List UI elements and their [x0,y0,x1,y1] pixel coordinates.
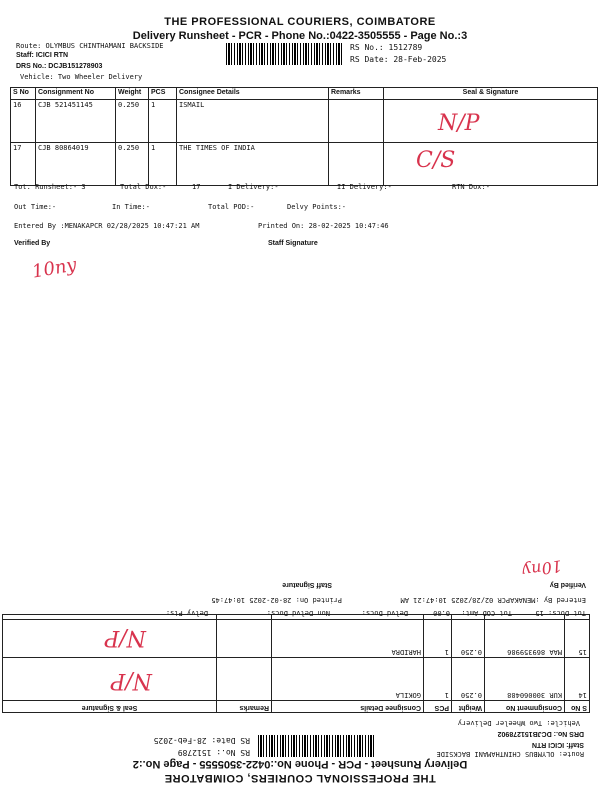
total-dox-label: Total Dox:- [120,183,167,191]
staff-signature-label: Staff Signature [282,581,332,588]
staff-signature-label: Staff Signature [268,240,318,247]
entered-by: Entered By :MENAKAPCR 02/28/2025 10:47:21 AM [14,222,200,230]
delvy-points: Delvy Points:- [287,203,347,211]
tot-runsheet: Tot. Runsheet:- 3 [14,183,86,191]
delvd-docs: Delvd Docs: [361,609,408,617]
verified-by-label: Verified By [14,240,51,247]
handwritten-signature: N/P [104,625,146,650]
cell-consignee: HARIDRA [272,615,424,658]
cell-consignee: GOKILA [272,658,424,701]
ii-delivery: II Delivery:- [337,183,392,191]
company-title: THE PROFESSIONAL COURIERS, COIMBATORE [164,16,436,28]
col-pcs: PCS [149,88,177,100]
rs-number: RS No.: 1512789 [177,748,250,757]
cell-signature [384,143,598,186]
cell-sno: 17 [11,143,36,186]
rs-date: RS Date: 28-Feb-2025 [350,55,447,64]
barcode-icon [258,735,374,757]
delvy-pts: Delvy Pts: [165,609,208,617]
staff-label: Staff: ICICI RTN [16,52,69,59]
cell-sno: 16 [11,100,36,143]
summary-rule [2,619,590,620]
runsheet-page-3 [0,0,600,380]
rs-number: RS No.: 1512789 [350,43,423,52]
table-row [11,100,598,143]
verified-by-label: Verified By [549,581,586,588]
route-label: Route: OLYMBUS CHINTHAMANI BACKSIDE [436,750,584,758]
cell-pcs: 1 [149,143,177,186]
col-remarks: Remarks [329,88,384,100]
tot-cod-label: Tot COD Amt: [461,609,512,617]
table-row [3,658,590,701]
runsheet-page-2 [0,420,600,800]
col-weight: Weight [452,701,485,713]
col-weight: Weight [116,88,149,100]
table-row [11,143,598,186]
cell-consignment: CJB 521451145 [36,100,116,143]
vehicle-label: Vehicle: Two Wheeler Delivery [20,73,143,81]
col-remarks: Remarks [217,701,272,713]
entered-by: Entered By :MENAKAPCR 02/28/2025 10:47:21 AM [400,596,586,604]
col-consignee: Consignee Details [177,88,329,100]
runsheet-subtitle: Delivery Runsheet - PCR - Phone No.:0422-3505555 - Page No.:3 [132,30,468,42]
drs-label: DRS No.: DCJB151278902 [497,730,584,737]
col-consignment: Consignment No [36,88,116,100]
consignment-table [10,87,598,186]
cell-weight: 0.250 [452,615,485,658]
cell-remarks [217,658,272,701]
cell-signature [384,100,598,143]
table-header-row [11,88,598,100]
col-signature: Seal & Signature [3,701,217,713]
handwritten-signature: N/P [438,111,480,136]
rs-date: RS Date: 28-Feb-2025 [153,736,250,745]
cell-consignment: KUR 300060488 [485,658,565,701]
staff-label: Staff: ICICI RTN [531,741,584,748]
cell-signature [3,658,217,701]
drs-label: DRS No.: DCJB151278903 [16,63,103,70]
cell-weight: 0.250 [116,143,149,186]
cell-remarks [329,100,384,143]
cell-pcs: 1 [424,615,452,658]
handwritten-signature: C/S [416,148,456,173]
cell-consignment: MAA 869359986 [485,615,565,658]
i-delivery: I Delivery:- [228,183,279,191]
cell-pcs: 1 [424,658,452,701]
consignment-table [2,614,590,713]
printed-on: Printed On: 28-02-2025 10:47:46 [258,222,389,230]
tot-cod-value: 0.00 [433,609,450,617]
printed-on: Printed On: 28-02-2025 10:47:45 [211,596,342,604]
handwritten-signature: N/P [110,668,152,693]
cell-consignee: ISMAIL [177,100,329,143]
rtn-dox: RTN Dox:- [452,183,490,191]
col-signature: Seal & Signature [384,88,598,100]
cell-remarks [329,143,384,186]
col-pcs: PCS [424,701,452,713]
cell-weight: 0.250 [116,100,149,143]
cell-signature [3,615,217,658]
vehicle-label: Vehicle: Two Wheeler Delivery [457,719,580,727]
col-consignee: Consignee Details [272,701,424,713]
cell-consignee: THE TIMES OF INDIA [177,143,329,186]
route-label: Route: OLYMBUS CHINTHAMANI BACKSIDE [16,42,164,50]
col-sno: S No [565,701,590,713]
table-header-row [3,701,590,713]
cell-weight: 0.250 [452,658,485,701]
barcode-icon [226,43,342,65]
cell-consignment: CJB 80864019 [36,143,116,186]
cell-pcs: 1 [149,100,177,143]
total-dox-value: 17 [192,183,201,191]
runsheet-subtitle: Delivery Runsheet - PCR - Phone No.:0422-3505555 - Page No.:2 [132,758,468,770]
tot-docs: Tot Docs: 15 [535,609,586,617]
col-sno: S No [11,88,36,100]
table-row [3,615,590,658]
cell-remarks [217,615,272,658]
company-title: THE PROFESSIONAL COURIERS, COIMBATORE [164,772,436,784]
non-delvd-docs: Non Delvd Docs: [266,609,330,617]
out-time: Out Time:- [14,203,57,211]
verified-initials: 10ny [30,254,79,283]
verified-initials: 10ny [521,556,564,581]
in-time: In Time:- [112,203,150,211]
cell-sno: 15 [565,615,590,658]
col-consignment: Consignment No [485,701,565,713]
total-pod: Total POD:- [208,203,255,211]
cell-sno: 14 [565,658,590,701]
